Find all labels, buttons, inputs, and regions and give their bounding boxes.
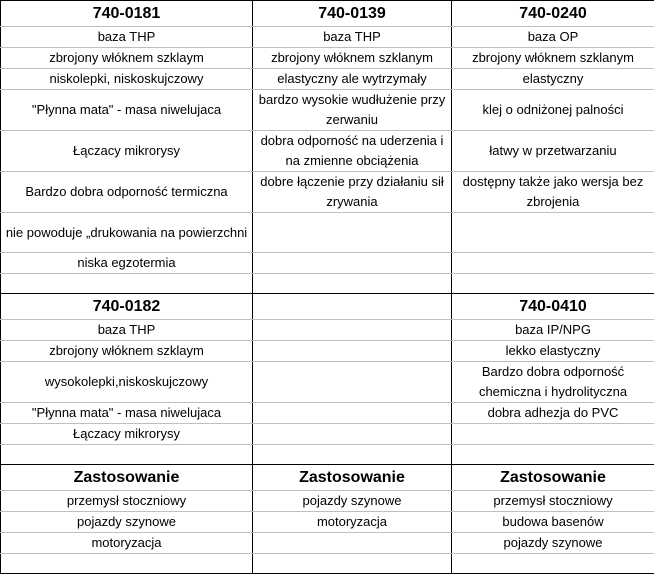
product-code-740-0182: 740-0182 bbox=[1, 294, 253, 320]
empty-cell bbox=[452, 213, 654, 253]
feature-cell: zbrojony włóknem szklanym bbox=[452, 48, 654, 69]
feature-cell: elastyczny bbox=[452, 69, 654, 90]
empty-cell bbox=[253, 213, 452, 253]
empty-cell bbox=[452, 424, 654, 445]
feature-cell: baza THP bbox=[1, 320, 253, 341]
application-cell: przemysł stoczniowy bbox=[452, 491, 654, 512]
feature-cell: dostępny także jako wersja bez zbrojenia bbox=[452, 172, 654, 213]
product-code-740-0139: 740-0139 bbox=[253, 1, 452, 27]
feature-cell: Bardzo dobra odporność chemiczna i hydrolityczna bbox=[452, 362, 654, 403]
empty-cell bbox=[452, 274, 654, 294]
feature-cell: dobre łączenie przy działaniu sił zrywania bbox=[253, 172, 452, 213]
product-code-740-0410: 740-0410 bbox=[452, 294, 654, 320]
feature-cell: bardzo wysokie wudłużenie przy zerwaniu bbox=[253, 90, 452, 131]
empty-cell bbox=[253, 274, 452, 294]
empty-cell bbox=[452, 554, 654, 574]
empty-cell bbox=[253, 533, 452, 554]
empty-cell bbox=[452, 253, 654, 274]
application-cell: pojazdy szynowe bbox=[1, 512, 253, 533]
product-code-740-0240: 740-0240 bbox=[452, 1, 654, 27]
feature-cell: klej o odniżonej palności bbox=[452, 90, 654, 131]
feature-cell: łatwy w przetwarzaniu bbox=[452, 131, 654, 172]
empty-cell bbox=[1, 554, 253, 574]
application-cell: przemysł stoczniowy bbox=[1, 491, 253, 512]
product-code-740-0181: 740-0181 bbox=[1, 1, 253, 27]
feature-cell: "Płynna mata" - masa niwelujaca bbox=[1, 90, 253, 131]
applications-heading: Zastosowanie bbox=[1, 465, 253, 491]
feature-cell: baza THP bbox=[1, 27, 253, 48]
application-cell: pojazdy szynowe bbox=[253, 491, 452, 512]
application-cell: pojazdy szynowe bbox=[452, 533, 654, 554]
feature-cell: dobra odporność na uderzenia i na zmienne obciążenia bbox=[253, 131, 452, 172]
application-cell: motoryzacja bbox=[253, 512, 452, 533]
feature-cell: dobra adhezja do PVC bbox=[452, 403, 654, 424]
empty-cell bbox=[253, 320, 452, 341]
application-cell: budowa basenów bbox=[452, 512, 654, 533]
feature-cell: "Płynna mata" - masa niwelujaca bbox=[1, 403, 253, 424]
empty-cell bbox=[253, 445, 452, 465]
empty-cell bbox=[452, 445, 654, 465]
feature-cell: Łączacy mikrorysy bbox=[1, 424, 253, 445]
empty-cell bbox=[1, 445, 253, 465]
applications-heading: Zastosowanie bbox=[452, 465, 654, 491]
empty-cell bbox=[1, 274, 253, 294]
application-cell: motoryzacja bbox=[1, 533, 253, 554]
feature-cell: lekko elastyczny bbox=[452, 341, 654, 362]
feature-cell: wysokolepki,niskoskujczowy bbox=[1, 362, 253, 403]
feature-cell: baza IP/NPG bbox=[452, 320, 654, 341]
feature-cell: niska egzotermia bbox=[1, 253, 253, 274]
feature-cell: Bardzo dobra odporność termiczna bbox=[1, 172, 253, 213]
empty-cell bbox=[253, 424, 452, 445]
feature-cell: Łączacy mikrorysy bbox=[1, 131, 253, 172]
feature-cell: nie powoduje „drukowania na powierzchni bbox=[1, 213, 253, 253]
feature-cell: niskolepki, niskoskujczowy bbox=[1, 69, 253, 90]
feature-cell: zbrojony włóknem szklaym bbox=[1, 341, 253, 362]
feature-cell: zbrojony włóknem szklaym bbox=[1, 48, 253, 69]
feature-cell: elastyczny ale wytrzymały bbox=[253, 69, 452, 90]
empty-cell bbox=[253, 362, 452, 403]
empty-cell bbox=[253, 554, 452, 574]
feature-cell: baza OP bbox=[452, 27, 654, 48]
applications-heading: Zastosowanie bbox=[253, 465, 452, 491]
empty-cell bbox=[253, 253, 452, 274]
feature-cell: baza THP bbox=[253, 27, 452, 48]
feature-cell: zbrojony włóknem szklanym bbox=[253, 48, 452, 69]
empty-cell bbox=[253, 341, 452, 362]
empty-cell bbox=[253, 294, 452, 320]
empty-cell bbox=[253, 403, 452, 424]
